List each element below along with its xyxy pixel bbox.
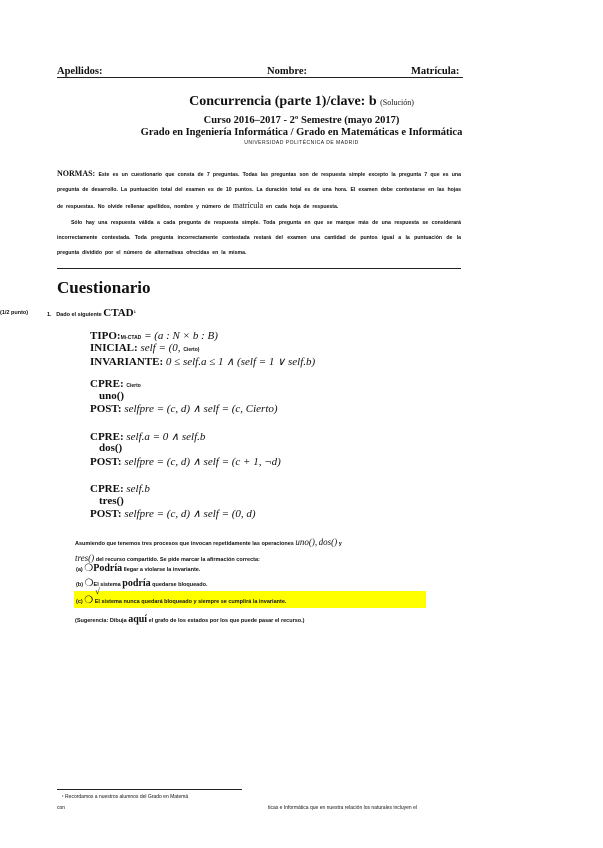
footnote-mark: 1	[133, 309, 136, 315]
exam-title	[0, 94, 603, 110]
op-tres-name: tres()	[99, 495, 124, 507]
rules-matricula-word: matrícula	[232, 201, 264, 211]
question-stem: Asumiendo que tenemos tres procesos que invocan repetidamente las operaciones uno(), dos() y tres() del recurso compartido. Se pide marcar la afirmación correcta:	[75, 537, 342, 563]
op-dos-post: POST: selfpre = (c, d) ∧ self = (c + 1, ¬d)	[90, 456, 281, 468]
suggestion-line: (Sugerencia: Dibuja aquí el grafo de los estados por los que puede pasar el recurso.)	[75, 614, 305, 625]
rules-lead: NORMAS:	[57, 169, 96, 178]
rules-paragraph-1-end: en cada hoja de respuesta.	[266, 204, 339, 211]
question-intro-text: Dado el siguiente	[56, 312, 102, 318]
op-uno-cpre: CPRE: Cierto	[90, 378, 141, 390]
university-line: UNIVERSIDAD POLITÉCNICA DE MADRID	[244, 140, 359, 146]
footnote-line-2-left: con	[57, 805, 66, 811]
footnote-line-2-right: ticas e Informática que en nuestra relación los naturales incluyen el	[268, 805, 417, 811]
exam-rules	[57, 166, 461, 261]
option-a[interactable]: (a) ❍Podría llegar a violarse la invariante.	[76, 563, 201, 574]
exam-title-suffix: (Solución)	[380, 98, 414, 107]
section-rule	[57, 268, 461, 269]
op-uno-post: POST: selfpre = (c, d) ∧ self = (c, Cierto)	[90, 403, 278, 415]
tipo-line: TIPO:Mi-CTAD = (a : N × b : B)	[90, 330, 218, 342]
op-tres-cpre: CPRE: self.b	[90, 483, 150, 495]
radio-circle-icon[interactable]: ❍	[84, 595, 94, 606]
header-rule	[57, 77, 463, 78]
radio-circle-icon[interactable]: ❍	[84, 578, 94, 589]
rules-paragraph-1: Este es un cuestionario que consta de 7 preguntas. Todas las preguntas son de respuesta simple excepto la pregunta 7 que es una pregunta de desarrollo. La puntuación total del examen es de 10 puntos. La duración total es de una hora. El examen debe contestarse en las hojas de respuestas. No olvide rellenar apellidos, nombre y número de	[57, 172, 461, 211]
degree-line: Grado en Ingeniería Informática / Grado en Matemáticas e Informática	[140, 127, 463, 138]
rules-paragraph-2: Sólo hay una respuesta válida a cada pregunta de respuesta simple. Toda pregunta en que se marque más de una respuesta se considerará incorrectamente contestada. Toda pregunta incorrectamente contestada restará del examen una cantidad de puntos igual a la puntuación de la pregunta dividido por el número de alternativas ofrecidas en la misma.	[57, 219, 462, 257]
option-b[interactable]: (b) ❍El sistema podría quedarse bloqueado.	[76, 578, 208, 589]
question-number: 1.	[47, 312, 52, 318]
ctad-label: CTAD	[103, 307, 134, 319]
op-dos-name: dos()	[99, 442, 123, 454]
radio-circle-icon[interactable]: ❍	[84, 563, 94, 574]
footnote-line-1: ¹ Recordamos a nuestros alumnos del Grado en Matemá	[62, 794, 189, 800]
question-intro	[47, 307, 136, 319]
question-points: (1/2 punto)	[0, 310, 29, 316]
nombre-label: Nombre:	[267, 66, 308, 77]
exam-title-main: Concurrencia (parte 1)/clave: b	[189, 94, 377, 109]
op-tres-post: POST: selfpre = (c, d) ∧ self = (0, d)	[90, 508, 256, 520]
apellidos-label: Apellidos:	[57, 66, 103, 77]
op-uno-name: uno()	[99, 390, 125, 402]
course-line: Curso 2016–2017 - 2º Semestre (mayo 2017)	[203, 115, 400, 126]
checkmark-icon: √	[95, 586, 100, 596]
matricula-label: Matrícula:	[411, 66, 460, 77]
section-title: Cuestionario	[57, 278, 151, 297]
footnote-rule	[57, 789, 242, 790]
inicial-line: INICIAL: self = (0, Cierto)	[90, 342, 200, 354]
option-c[interactable]: (c) ❍ El sistema nunca quedará bloqueado y siempre se cumplirá la invariante.	[76, 595, 287, 606]
invariante-line: INVARIANTE: 0 ≤ self.a ≤ 1 ∧ (self = 1 ∨ self.b)	[90, 356, 316, 368]
op-dos-cpre: CPRE: self.a = 0 ∧ self.b	[90, 431, 206, 443]
